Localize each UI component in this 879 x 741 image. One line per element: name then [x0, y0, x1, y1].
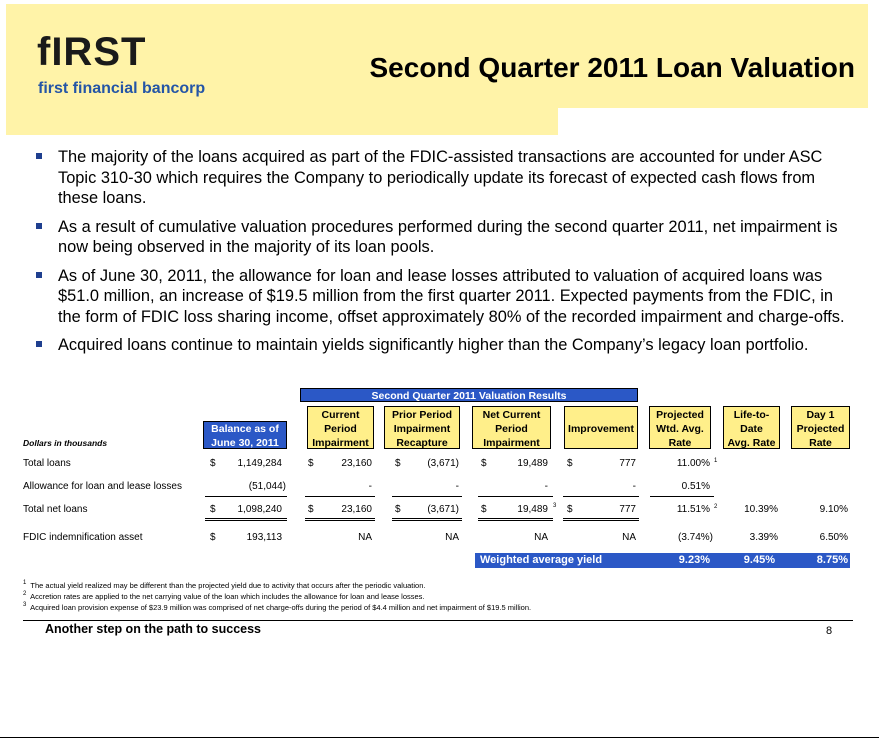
cell-current: - — [368, 481, 372, 492]
footnote-marker: 3 — [553, 503, 557, 509]
footnote-marker: 2 — [714, 504, 718, 510]
col-header-net: Net Current Period Impairment — [472, 406, 551, 449]
cell-balance: 1,149,284 — [237, 458, 282, 469]
slide-title: Second Quarter 2011 Loan Valuation — [369, 52, 855, 83]
total-rule — [205, 520, 287, 521]
weighted-projected: 9.23% — [678, 554, 710, 566]
currency-symbol: $ — [567, 458, 573, 469]
currency-symbol: $ — [210, 458, 216, 469]
subtotal-rule — [305, 496, 375, 497]
total-rule — [305, 520, 375, 521]
total-rule — [563, 520, 639, 521]
currency-symbol: $ — [395, 504, 401, 515]
cell-balance: (51,044) — [248, 481, 286, 492]
table-banner: Second Quarter 2011 Valuation Results — [300, 388, 638, 402]
square-bullet-icon — [36, 341, 42, 347]
cell-prior: NA — [445, 532, 459, 543]
currency-symbol: $ — [210, 532, 216, 543]
cell-current: NA — [358, 532, 372, 543]
weighted-lifetodate: 9.45% — [743, 554, 775, 566]
currency-symbol: $ — [481, 504, 487, 515]
company-logo: fIRST — [37, 30, 147, 74]
currency-symbol: $ — [481, 458, 487, 469]
cell-improvement: - — [632, 481, 636, 492]
col-header-current: Current Period Impairment — [307, 406, 374, 449]
weighted-average-bar — [475, 553, 850, 568]
cell-improvement: 777 — [619, 458, 636, 469]
weighted-day1: 8.75% — [816, 554, 848, 566]
footer-tagline: Another step on the path to success — [45, 622, 262, 636]
col-header-projected: Projected Wtd. Avg. Rate — [649, 406, 711, 449]
currency-symbol: $ — [567, 504, 573, 515]
footnote-marker: 1 — [714, 458, 718, 464]
units-label: Dollars in thousands — [23, 438, 108, 448]
col-header-day1: Day 1 Projected Rate — [791, 406, 850, 449]
currency-symbol: $ — [395, 458, 401, 469]
footnote: $^2$ Accretion rates are applied to the net carrying value of the loan which includes the allowance for loan and lease losses. — [23, 591, 425, 601]
col-header-prior: Prior Period Impairment Recapture — [384, 406, 460, 449]
total-rule — [478, 518, 553, 519]
subtotal-rule — [478, 496, 553, 497]
subtotal-rule — [650, 496, 714, 497]
cell-projected: 11.51% — [676, 504, 710, 515]
cell-net: NA — [534, 532, 548, 543]
square-bullet-icon — [36, 272, 42, 278]
total-rule — [563, 518, 639, 519]
weighted-label: Weighted average yield — [480, 554, 603, 566]
col-header-balance: Balance as of June 30, 2011 — [203, 421, 287, 449]
row-label: FDIC indemnification asset — [23, 532, 143, 543]
cell-current: 23,160 — [341, 504, 372, 515]
bullet-item: Acquired loans continue to maintain yields significantly higher than the Company’s legacy loan portfolio. — [34, 335, 846, 356]
bullet-item: As of June 30, 2011, the allowance for loan and lease losses attributed to valuation of acquired loans was $51.0 million, an increase of $19.5 million from the first quarter 2011. Expected payments from the FDIC, in the form of FDIC loss sharing income, offset approximately 80% of the recorded impairment and charge-offs. — [34, 266, 846, 328]
cell-day1: 6.50% — [819, 532, 848, 543]
bullet-list — [34, 147, 846, 364]
cell-improvement: NA — [622, 532, 636, 543]
cell-projected: 11.00% — [676, 458, 710, 469]
square-bullet-icon — [36, 153, 42, 159]
page-number: 8 — [826, 625, 833, 637]
currency-symbol: $ — [308, 458, 314, 469]
footer-divider — [23, 620, 853, 621]
col-header-improvement: Improvement — [564, 406, 638, 449]
cell-current: 23,160 — [341, 458, 372, 469]
cell-projected: (3.74%) — [677, 532, 713, 543]
cell-prior: - — [455, 481, 459, 492]
cell-projected: 0.51% — [681, 481, 710, 492]
row-label: Total loans — [23, 458, 71, 469]
cell-day1: 9.10% — [819, 504, 848, 515]
total-rule — [392, 520, 462, 521]
total-rule — [392, 518, 462, 519]
cell-balance: 193,113 — [246, 532, 282, 543]
col-header-lifetodate: Life-to- Date Avg. Rate — [723, 406, 780, 449]
currency-symbol: $ — [210, 504, 216, 515]
cell-net: 19,489 — [517, 504, 548, 515]
row-label: Total net loans — [23, 504, 88, 515]
total-rule — [205, 518, 287, 519]
footnotes — [23, 580, 531, 613]
total-rule — [478, 520, 553, 521]
cell-balance: 1,098,240 — [237, 504, 282, 515]
bullet-item: As a result of cumulative valuation procedures performed during the second quarter 2011, net impairment is now being observed in the majority of its loan pools. — [34, 217, 846, 258]
footnote: $^1$ The actual yield realized may be different than the projected yield due to activity that occurs after the periodic valuation. — [23, 580, 426, 590]
cell-net: 19,489 — [517, 458, 548, 469]
cell-lifetodate: 10.39% — [744, 504, 778, 515]
cell-prior: (3,671) — [427, 458, 459, 469]
header-band-lower — [6, 108, 558, 135]
company-tagline: first financial bancorp — [38, 80, 206, 97]
subtotal-rule — [563, 496, 639, 497]
total-rule — [305, 518, 375, 519]
bottom-border — [0, 737, 879, 738]
subtotal-rule — [392, 496, 462, 497]
cell-improvement: 777 — [619, 504, 636, 515]
row-label: Allowance for loan and lease losses — [23, 481, 182, 492]
currency-symbol: $ — [308, 504, 314, 515]
footnote: $^3$ Acquired loan provision expense of $23.9 million was comprised of net charge-offs during the period of $4.4 million and net impairment of $19.5 million. — [23, 602, 532, 612]
bullet-item: The majority of the loans acquired as part of the FDIC-assisted transactions are accounted for under ASC Topic 310-30 which requires the Company to periodically update its forecast of expected cash flows from these loans. — [34, 147, 846, 209]
cell-prior: (3,671) — [427, 504, 459, 515]
subtotal-rule — [205, 496, 287, 497]
cell-lifetodate: 3.39% — [749, 532, 778, 543]
square-bullet-icon — [36, 223, 42, 229]
cell-net: - — [544, 481, 548, 492]
